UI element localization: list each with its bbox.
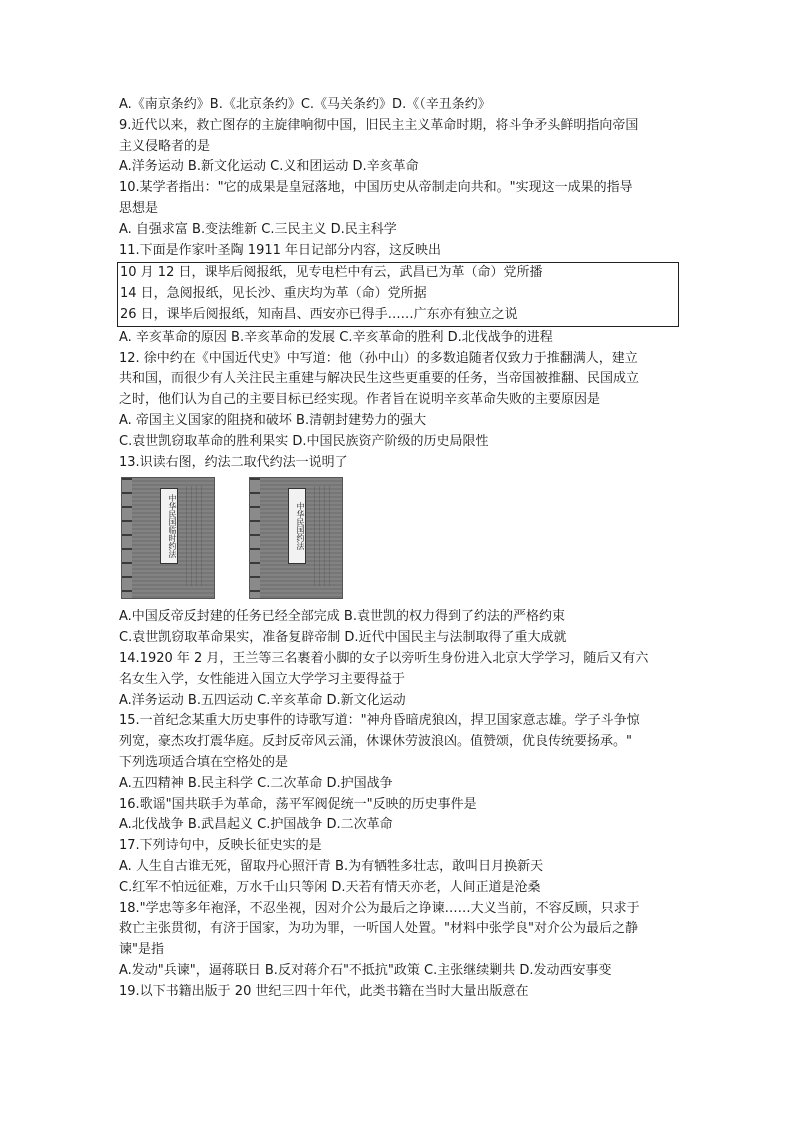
book-title-label: 中华民国临时约法 xyxy=(160,488,178,564)
q14-options: A.洋务运动 B.五四运动 C.辛亥革命 D.新文化运动 xyxy=(119,692,406,708)
q10-stem: 10.某学者指出："它的成果是皇冠落地，中国历史从帝制走向共和。"实现这一成果的指导 xyxy=(119,180,633,196)
q18-options: A.发动"兵谏"，逼蒋联日 B.反对蒋介石"不抵抗"政策 C.主张继续剿共 D.发动西安事变 xyxy=(119,962,612,978)
q15-stem: 15.一首纪念某重大历史事件的诗歌写道："神舟昏暗虎狼凶，捍卫国家意志雄。学子斗争惊 xyxy=(119,713,640,729)
q18-stem-cont: 谏"是指 xyxy=(119,942,164,958)
exam-page xyxy=(119,95,679,1002)
q17-options-ab: A. 人生自古谁无死，留取丹心照汗青 B.为有牺牲多壮志，敢叫日月换新天 xyxy=(119,858,544,874)
diary-line: 10 月 12 日，课毕后阅报纸，见专电栏中有云，武昌已为革（命）党所播 xyxy=(120,265,543,281)
q13-options-ab: A.中国反帝反封建的任务已经全部完成 B.袁世凯的权力得到了约法的严格约束 xyxy=(119,609,565,625)
q12-stem-cont: 之时，他们认为自己的主要目标已经实现。作者旨在说明辛亥革命失败的主要原因是 xyxy=(119,392,601,408)
book-title-label: 中华民国约法 xyxy=(288,488,306,564)
q9-stem-cont: 主义侵略者的是 xyxy=(119,138,211,154)
q11-stem: 11.下面是作家叶圣陶 1911 年日记部分内容，这反映出 xyxy=(119,242,442,258)
q17-stem: 17.下列诗句中，反映长征史实的是 xyxy=(119,838,322,854)
provisional-constitution-book-image xyxy=(121,477,215,599)
q17-options-cd: C.红军不怕远征难，万水千山只等闲 D.天若有情天亦老，人间正道是沧桑 xyxy=(119,879,541,895)
q13-options-cd: C.袁世凯窃取革命果实，准备复辟帝制 D.近代中国民主与法制取得了重大成就 xyxy=(119,630,567,646)
q10-options: A. 自强求富 B.变法维新 C.三民主义 D.民主科学 xyxy=(119,221,397,237)
q14-stem-cont: 名女生入学，女性能进入国立大学学习主要得益于 xyxy=(119,671,406,687)
q10-stem-cont: 思想是 xyxy=(119,200,159,216)
q14-stem: 14.1920 年 2 月，王兰等三名裹着小脚的女子以旁听生身份进入北京大学学习，随后又有六 xyxy=(119,650,649,666)
diary-line: 14 日，急阅报纸，见长沙、重庆均为革（命）党所据 xyxy=(120,286,427,302)
constitution-book-image xyxy=(249,477,343,599)
diary-excerpt-box xyxy=(117,262,679,326)
diary-line: 26 日，课毕后阅报纸，知南昌、西安亦已得手……广东亦有独立之说 xyxy=(120,306,518,322)
q18-stem: 18."学忠等多年袍泽，不忍坐视，因对介公为最后之诤谏……大义当前，不容反顾，只求于 xyxy=(119,900,640,916)
q12-stem: 12. 徐中约在《中国近代史》中写道：他（孙中山）的多数追随者仅致力于推翻满人，建立 xyxy=(119,350,638,366)
q12-stem-cont: 共和国，而很少有人关注民主重建与解决民生这些更重要的任务，当帝国被推翻、民国成立 xyxy=(119,371,640,387)
q15-options: A.五四精神 B.民主科学 C.二次革命 D.护国战争 xyxy=(119,775,393,791)
q13-stem: 13.识读右图，约法二取代约法一说明了 xyxy=(119,454,348,470)
q18-stem-cont: 救亡主张贯彻，有济于国家，为功为罪，一听国人处置。"材料中张学良"对介公为最后之静 xyxy=(119,921,638,937)
q9-options: A.洋务运动 B.新文化运动 C.义和团运动 D.辛亥革命 xyxy=(119,159,419,175)
q15-stem-cont: 列宽，豪杰攻打震华庭。反封反帝风云涌，休课休劳波浪凶。值赞颂，优良传统要扬承。" xyxy=(119,734,632,750)
q15-stem-cont: 下列选项适合填在空格处的是 xyxy=(119,754,289,770)
q12-options-ab: A. 帝国主义国家的阻挠和破坏 B.清朝封建势力的强大 xyxy=(119,412,427,428)
q11-options: A. 辛亥革命的原因 B.辛亥革命的发展 C.辛亥革命的胜利 D.北伐战争的进程 xyxy=(119,329,553,345)
q9-stem: 9.近代以来，救亡图存的主旋律响彻中国，旧民主主义革命时期，将斗争矛头鲜明指向帝国 xyxy=(119,117,639,133)
q12-options-cd: C.袁世凯窃取革命的胜利果实 D.中国民族资产阶级的历史局限性 xyxy=(119,433,489,449)
q19-stem: 19.以下书籍出版于 20 世纪三四十年代，此类书籍在当时大量出版意在 xyxy=(119,983,529,999)
q16-options: A.北伐战争 B.武昌起义 C.护国战争 D.二次革命 xyxy=(119,817,393,833)
constitution-books-figure xyxy=(119,477,679,605)
q8-options: A.《南京条约》B.《北京条约》C.《马关条约》D.《（辛丑条约》 xyxy=(119,97,491,112)
q16-stem: 16.歌谣"国共联手为革命，荡平军阀促统一"反映的历史事件是 xyxy=(119,796,477,812)
